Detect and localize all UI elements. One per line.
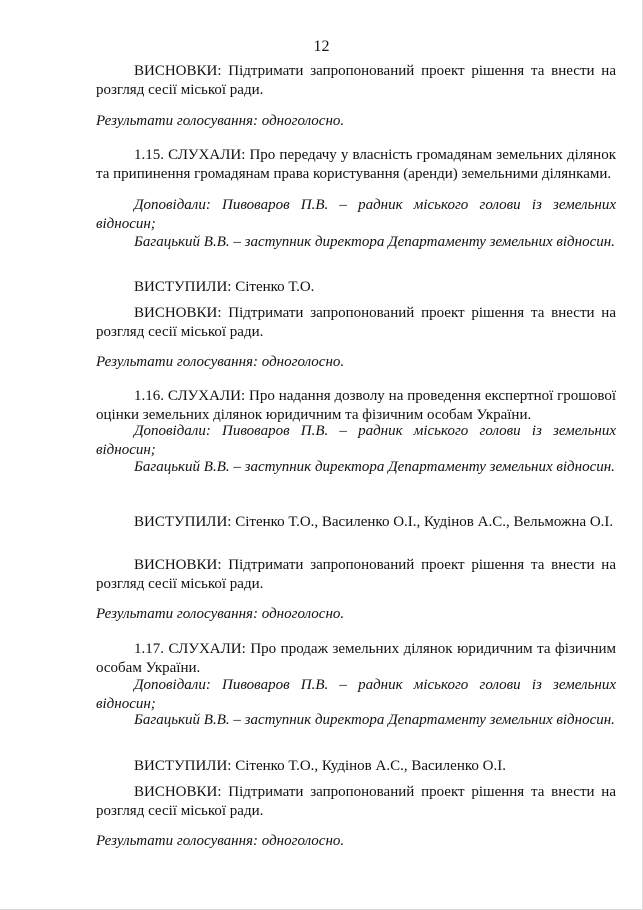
item-1-15-results: Результати голосування: одноголосно.: [96, 354, 345, 370]
item-1-16-conclusions: ВИСНОВКИ: Підтримати запропонований проект рішення та внести на розгляд сесії міської ради.: [96, 557, 616, 592]
item-1-17-reporter-2: Багацький В.В. – заступник директора Департаменту земельних відносин.: [134, 712, 615, 728]
item-1-17-conclusions: ВИСНОВКИ: Підтримати запропонований проект рішення та внести на розгляд сесії міської ради.: [96, 784, 616, 819]
item-1-15-spoke: ВИСТУПИЛИ: Сітенко Т.О.: [134, 279, 315, 295]
item-1-16-reporter-1: Доповідали: Пивоваров П.В. – радник міського голови із земельних відносин;: [96, 423, 616, 458]
top-conclusions: ВИСНОВКИ: Підтримати запропонований проект рішення та внести на розгляд сесії міської ради.: [96, 63, 616, 98]
item-1-15-reporter-1: Доповідали: Пивоваров П.В. – радник міського голови із земельних відносин;: [96, 197, 616, 232]
item-1-17-results: Результати голосування: одноголосно.: [96, 833, 345, 849]
item-1-15-conclusions: ВИСНОВКИ: Підтримати запропонований проект рішення та внести на розгляд сесії міської ради.: [96, 305, 616, 340]
item-1-16-heard: 1.16. СЛУХАЛИ: Про надання дозволу на проведення експертної грошової оцінки земельних ділянок юридичним та фізичним особам України.: [96, 388, 616, 423]
item-1-17-reporter-1: Доповідали: Пивоваров П.В. – радник міського голови із земельних відносин;: [96, 677, 616, 712]
item-1-16-results: Результати голосування: одноголосно.: [96, 606, 345, 622]
item-1-16-spoke: ВИСТУПИЛИ: Сітенко Т.О., Василенко О.І., Кудінов А.С., Вельможна О.І.: [134, 514, 614, 530]
item-1-17-heard: 1.17. СЛУХАЛИ: Про продаж земельних ділянок юридичним та фізичним особам України.: [96, 641, 616, 676]
item-1-17-spoke: ВИСТУПИЛИ: Сітенко Т.О., Кудінов А.С., Василенко О.І.: [134, 758, 506, 774]
top-results: Результати голосування: одноголосно.: [96, 113, 345, 129]
item-1-15-reporter-2: Багацький В.В. – заступник директора Департаменту земельних відносин.: [134, 234, 615, 250]
page-number: 12: [313, 38, 330, 55]
item-1-15-heard: 1.15. СЛУХАЛИ: Про передачу у власність громадянам земельних ділянок та припинення громадянам права користування (аренди) земельними ділянками.: [96, 147, 616, 182]
item-1-16-reporter-2: Багацький В.В. – заступник директора Департаменту земельних відносин.: [134, 459, 615, 475]
